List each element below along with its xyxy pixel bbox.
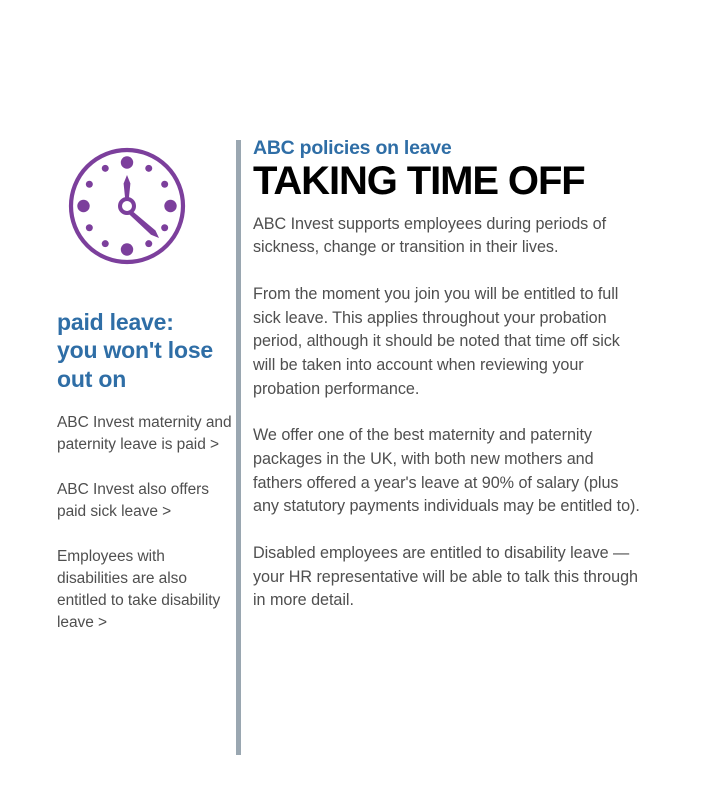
left-heading-line-2: you won't lose [57, 337, 214, 364]
page-title: TAKING TIME OFF [253, 159, 585, 204]
body-paragraph: ABC Invest supports employees during periods of sickness, change or transition in their lives. [253, 214, 607, 257]
body-paragraph: We offer one of the best maternity and paternity packages in the UK, with both new mothers and fathers offered a year's leave at 90% of salary (plus any statutory payments individuals may be entitled to). [253, 426, 640, 516]
left-heading-line-3: out on [57, 365, 127, 392]
list-item[interactable]: ABC Invest maternity and paternity leave is paid > [57, 414, 232, 453]
body-paragraph: From the moment you join you will be entitled to full sick leave. This applies throughout your probation period, although it should be noted that time off sick will be taken into account when reviewing your probation performance. [253, 284, 620, 398]
left-column [57, 140, 233, 266]
left-column-heading [57, 308, 247, 393]
body-paragraph: Disabled employees are entitled to disability leave — your HR representative will be able to talk this through in more detail. [253, 543, 638, 610]
left-links-list [57, 412, 239, 634]
list-item[interactable]: ABC Invest also offers paid sick leave > [57, 481, 209, 520]
list-item[interactable]: Employees with disabilities are also entitled to take disability leave > [57, 548, 221, 631]
right-column [253, 138, 643, 613]
clock-icon [67, 146, 187, 266]
eyebrow-kicker: ABC policies on leave [253, 137, 452, 159]
left-heading-line-1: paid leave: [57, 309, 174, 335]
